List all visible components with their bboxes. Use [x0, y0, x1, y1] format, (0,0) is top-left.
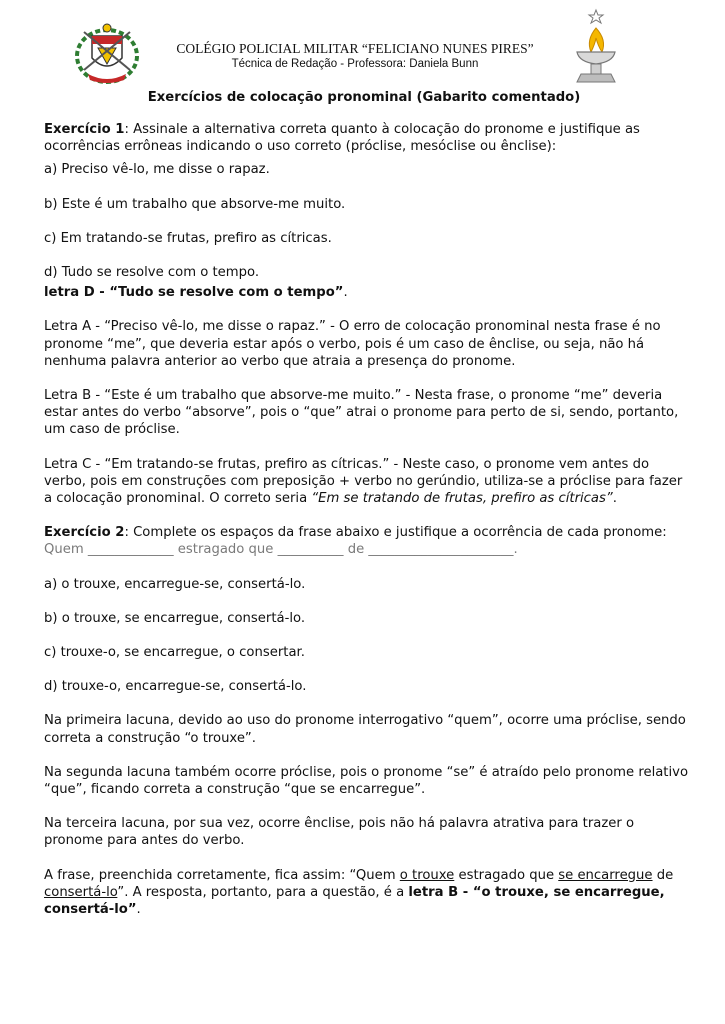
ex1-option-a: a) Preciso vê-lo, me disse o rapaz. — [44, 162, 270, 178]
document-title: Exercícios de colocação pronominal (Gabarito comentado) — [147, 90, 581, 105]
ex1-answer-bold: letra D - “Tudo se resolve com o tempo” — [44, 285, 344, 301]
ex1-answer — [44, 284, 689, 301]
final-text-4: ”. A resposta, portanto, para a questão, é a — [117, 884, 409, 900]
ex1-option-b: b) Este é um trabalho que absorve-me muito. — [44, 196, 346, 212]
final-underline-2: se encarregue — [558, 867, 653, 883]
exercise-1-label: Exercício 1 — [44, 122, 125, 137]
final-text-3: de — [652, 867, 674, 883]
ex2-option-c: c) trouxe-o, se encarregue, o consertar. — [44, 645, 305, 661]
ex1-explanation-c-end: . — [612, 491, 617, 507]
school-name: COLÉGIO POLICIAL MILITAR “FELICIANO NUNES PIRES” — [176, 41, 534, 56]
ex1-explanation-c — [44, 456, 689, 508]
ex1-explanation-c-text: Letra C - “Em tratando-se frutas, prefiro as cítricas.” - Neste caso, o pronome vem antes do verbo, pois em construções com preposição + verbo no gerúndio, utiliza-se a próclise para fazer a colocação pronominal. O correto seria — [44, 456, 683, 507]
ex2-sentence: Quem _____________ estragado que __________ de ______________________. — [44, 542, 518, 558]
ex1-explanation-c-italic: “Em se tratando de frutas, prefiro as cítricas” — [311, 491, 613, 507]
final-answer-bold: letra B - “o trouxe, se encarregue, consertá-lo” — [44, 884, 665, 918]
final-underline-1: o trouxe — [399, 867, 455, 883]
ex2-explanation-1: Na primeira lacuna, devido ao uso do pronome interrogativo “quem”, ocorre uma próclise, sendo correta a construção “o trouxe”. — [44, 713, 686, 746]
document-body — [44, 121, 689, 918]
final-underline-3: consertá-lo — [44, 884, 118, 900]
school-crest-logo — [74, 20, 140, 86]
exercise-1-text: : Assinale a alternativa correta quanto à colocação do pronome e justifique as ocorrências errôneas indicando o uso correto (próclise, mesóclise ou ênclise): — [44, 122, 640, 155]
ex2-option-d: d) trouxe-o, encarregue-se, consertá-lo. — [44, 679, 307, 695]
course-teacher-line: Técnica de Redação - Professora: Daniela Bunn — [231, 58, 479, 70]
final-text-1: A frase, preenchida corretamente, fica assim: “Quem — [44, 867, 400, 883]
final-text-5: . — [136, 902, 141, 918]
ex1-option-d: d) Tudo se resolve com o tempo. — [44, 265, 260, 281]
exercise-2-label: Exercício 2 — [44, 525, 125, 541]
final-text-2: estragado que — [454, 867, 559, 883]
ex2-option-b: b) o trouxe, se encarregue, consertá-lo. — [44, 610, 306, 626]
exercise-2-prompt — [44, 524, 689, 541]
exercise-2-text: : Complete os espaços da frase abaixo e justifique a ocorrência de cada pronome: — [124, 525, 667, 541]
ex2-final-answer — [44, 867, 689, 919]
ex1-option-c: c) Em tratando-se frutas, prefiro as cítricas. — [44, 230, 332, 246]
ex2-explanation-3: Na terceira lacuna, por sua vez, ocorre ênclise, pois não há palavra atrativa para trazer o pronome para antes do verbo. — [44, 816, 635, 849]
ex1-answer-end: . — [343, 285, 348, 301]
ex1-explanation-b: Letra B - “Este é um trabalho que absorve-me muito.” - Nesta frase, o pronome “me” deveria estar antes do verbo “absorve”, pois o “que” atrai o pronome para perto de si, sendo, portanto, um caso de próclise. — [44, 388, 679, 438]
torch-emblem-logo — [571, 8, 621, 86]
ex2-option-a: a) o trouxe, encarregue-se, consertá-lo. — [44, 576, 306, 592]
exercise-1-prompt — [44, 121, 689, 155]
ex2-explanation-2: Na segunda lacuna também ocorre próclise, pois o pronome “se” é atraído pelo pronome relativo “que”, ficando correta a construção “que se encarregue”. — [44, 764, 689, 798]
ex1-explanation-a: Letra A - “Preciso vê-lo, me disse o rapaz.” - O erro de colocação pronominal nesta frase é no pronome “me”, que deveria estar após o verbo, pois é um caso de ênclise, ou seja, não há nenhuma palavra anterior ao verbo que atraia a presença do pronome. — [44, 319, 661, 369]
